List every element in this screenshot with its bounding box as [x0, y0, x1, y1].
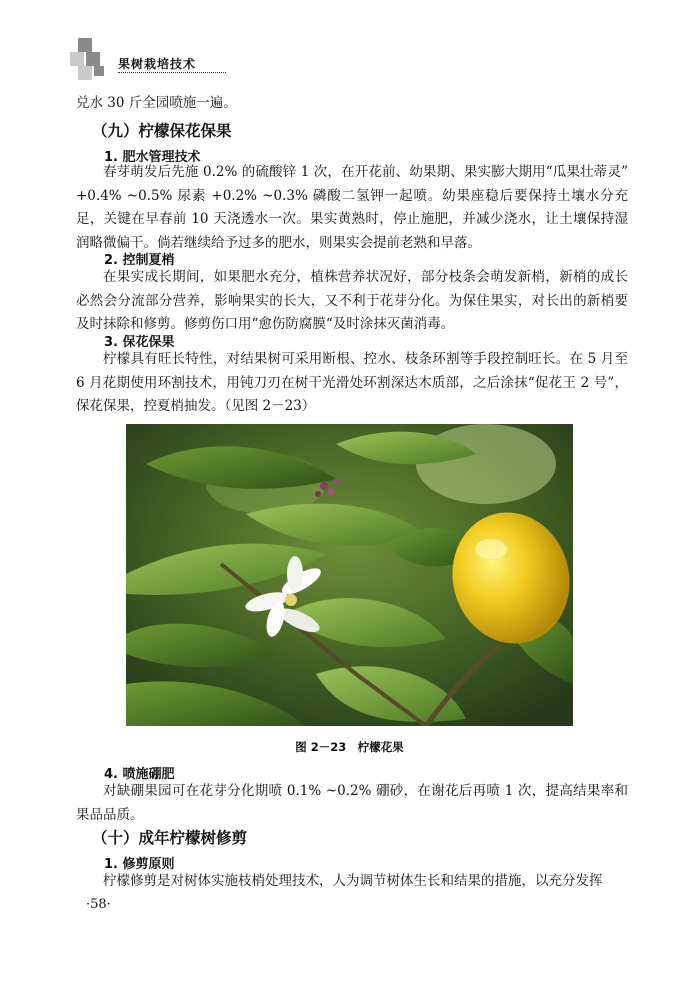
- subsection-heading: 1. 肥水管理技术: [104, 150, 201, 165]
- section-heading: （十）成年柠檬树修剪: [92, 829, 248, 847]
- logo-square: [78, 38, 92, 52]
- subsection-heading: 3. 保花保果: [104, 335, 175, 350]
- logo-square: [86, 52, 100, 66]
- running-header-title: 果树栽培技术: [118, 57, 197, 71]
- paragraph: 柠檬具有旺长特性，对结果树可采用断根、控水、枝条环割等手段控制旺长。在 5 月至 6 月花期使用环割技术，用钝刀刃在树干光滑处环割深达木质部，之后涂抹“促花王 2 号”，保花保果，控夏梢抽发。（见图 2－23）: [76, 351, 628, 414]
- header-dotted-rule: [118, 72, 226, 73]
- paragraph: 春芽萌发后先施 0.2% 的硫酸锌 1 次，在开花前、幼果期、果实膨大期用“瓜果壮蒂灵” +0.4% ~0.5% 尿素 +0.2% ~0.3% 磷酸二氢钾一起喷。幼果座稳后要保持土壤水分充足，关键在早春前 10 天浇透水一次。果实黄熟时，停止施肥，并减少浇水，让土壤保持湿润略微偏干。倘若继续给予过多的肥水，则果实会提前老熟和早落。: [76, 164, 628, 251]
- lemon-flower-fruit-illustration: [126, 424, 573, 726]
- logo-square: [78, 66, 92, 80]
- section-heading: （九）柠檬保花保果: [92, 122, 232, 140]
- lemon-photo: [126, 424, 573, 726]
- figure-caption: 图 2－23 柠檬花果: [295, 740, 404, 754]
- paragraph: 对缺硼果园可在花芽分化期喷 0.1% ~0.2% 硼砂，在谢花后再喷 1 次，提高结果率和果品品质。: [76, 783, 628, 823]
- page-number: ·58·: [86, 897, 111, 912]
- subsection-heading: 1. 修剪原则: [104, 857, 175, 872]
- subsection-heading: 2. 控制夏梢: [104, 253, 175, 268]
- logo-square: [70, 52, 84, 66]
- continued-paragraph: 兑水 30 斤全园喷施一遍。: [76, 95, 237, 111]
- page-header: [70, 38, 330, 82]
- logo-square: [94, 66, 104, 76]
- paragraph: 柠檬修剪是对树体实施枝梢处理技术，人为调节树体生长和结果的措施，以充分发挥: [103, 873, 603, 889]
- paragraph: 在果实成长期间，如果肥水充分，植株营养状况好，部分枝条会萌发新梢，新梢的成长必然会分流部分营养，影响果实的长大，又不利于花芽分化。为保住果实，对长出的新梢要及时抹除和修剪。修剪伤口用“愈伤防腐膜“及时涂抹灭菌消毒。: [76, 269, 628, 332]
- subsection-heading: 4. 喷施硼肥: [104, 767, 175, 782]
